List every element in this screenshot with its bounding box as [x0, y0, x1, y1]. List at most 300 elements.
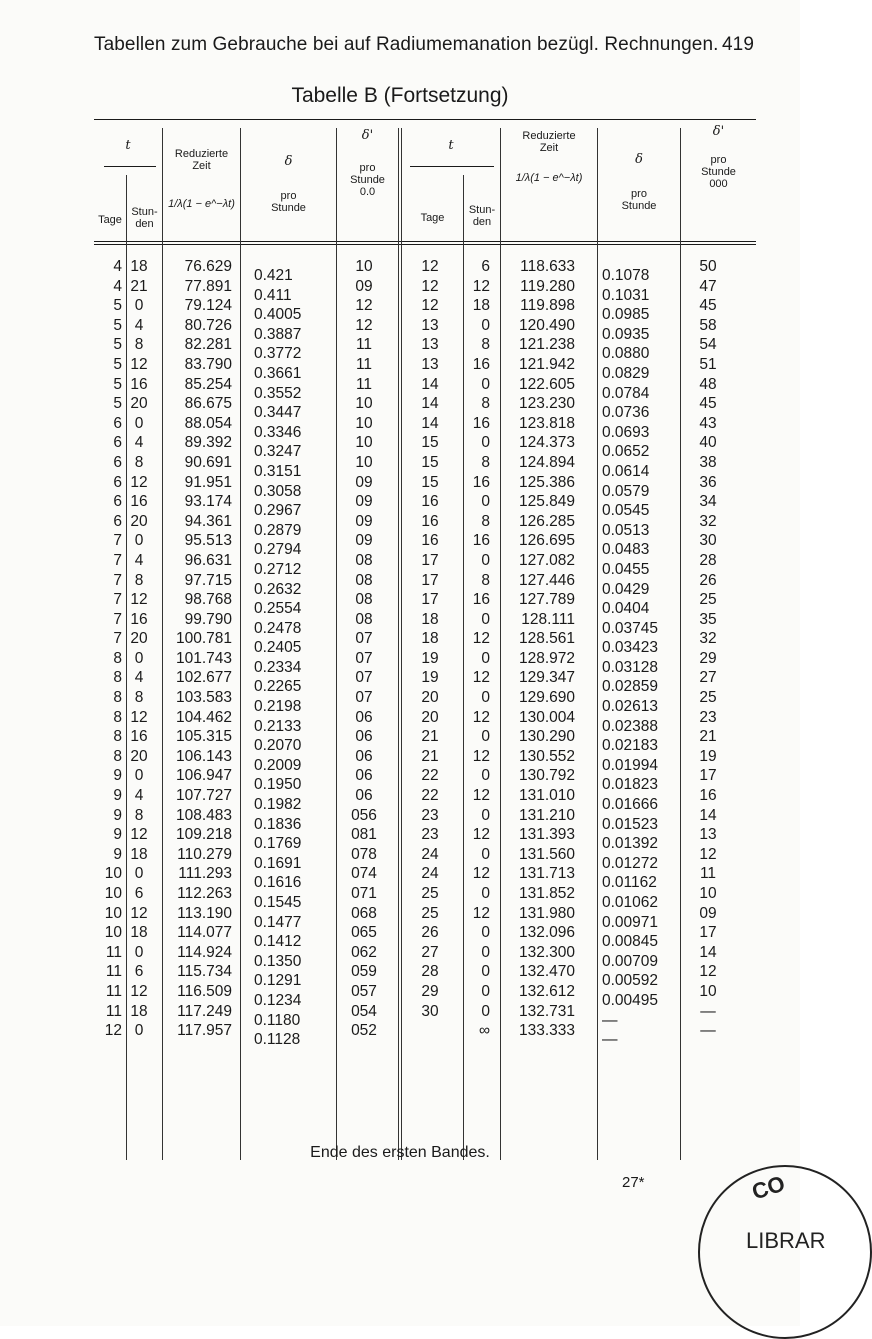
table-cell: 0.1350 [254, 952, 302, 970]
table-cell: 38 [699, 453, 717, 471]
table-cell: 10 [104, 904, 122, 922]
table-cell: 0.0829 [602, 364, 650, 382]
table-cell: 0.00709 [602, 952, 659, 970]
table-cell: — [602, 1031, 618, 1049]
table-cell: 116.509 [177, 982, 232, 1000]
table-cell: 0.0614 [602, 462, 650, 480]
table-cell: 10 [699, 982, 717, 1000]
table-cell: 07 [355, 669, 373, 687]
table-cell: 131.010 [518, 787, 575, 805]
col-right-delta-prime [690, 257, 726, 1041]
table-cell: 0.0985 [602, 306, 650, 324]
table-cell: 12 [130, 904, 148, 922]
table-cell: 17 [421, 571, 439, 589]
table-cell: 12 [699, 845, 717, 863]
table-cell: 24 [421, 865, 439, 883]
table-cell: 0.0455 [602, 560, 650, 578]
header-formula-left: 1/λ(1 − e^−λt) [168, 198, 235, 210]
header-reduzierte-right: Reduzierte Zeit [522, 130, 576, 154]
table-cell: 132.470 [518, 963, 575, 981]
col-rule [336, 128, 337, 1160]
table-cell: 21 [421, 747, 439, 765]
col-rule [463, 175, 464, 1160]
table-cell: 068 [351, 904, 377, 922]
table-cell: 90.691 [184, 453, 232, 471]
table-cell: 0.1078 [602, 267, 650, 284]
header-bottom-rule-2 [94, 244, 756, 245]
table-cell: — [700, 1002, 716, 1020]
table-cell: 12 [472, 277, 490, 295]
table-cell: 8 [113, 689, 122, 707]
table-cell: 12 [472, 708, 490, 726]
table-cell: 131.980 [518, 904, 575, 922]
table-cell: 0.01823 [602, 776, 659, 794]
table-cell: 15 [421, 473, 439, 491]
table-cell: 5 [113, 297, 122, 315]
table-cell: 0 [481, 1002, 490, 1020]
table-cell: 13 [421, 316, 439, 334]
table-cell: 11 [355, 336, 373, 354]
table-cell: 12 [355, 316, 373, 334]
table-cell: 21 [421, 728, 439, 746]
table-cell: 0 [134, 649, 144, 667]
table-cell: 129.690 [518, 689, 575, 707]
table-cell: 14 [699, 806, 717, 824]
table-cell: 16 [472, 414, 490, 432]
table-cell: 103.583 [175, 689, 232, 707]
table-cell: 131.210 [518, 806, 575, 824]
table-cell: 95.513 [184, 532, 232, 550]
table-cell: 22 [421, 787, 439, 805]
header-pro-stunde-right: pro Stunde [621, 188, 657, 212]
table-cell: 110.279 [177, 845, 232, 863]
table-cell: 16 [130, 493, 148, 511]
table-cell: 0.2967 [254, 502, 302, 520]
table-cell: 23 [421, 806, 439, 824]
table-cell: 11 [105, 982, 122, 1000]
table-cell: 0.02183 [602, 737, 659, 755]
table-cell: 5 [113, 316, 122, 334]
table-cell: 0.3447 [254, 404, 302, 422]
col-rule [240, 128, 241, 1160]
table-cell: 0.2265 [254, 678, 302, 696]
table-cell: 0.01062 [602, 894, 659, 911]
table-cell: 119.898 [520, 297, 575, 315]
table-cell: 09 [355, 473, 373, 491]
table-cell: 078 [351, 845, 377, 863]
table-cell: 114.924 [177, 943, 232, 961]
table-cell: 127.082 [518, 551, 575, 569]
table-cell: 0.2478 [254, 619, 302, 637]
table-cell: 06 [355, 708, 373, 726]
stamp-text-top: CO [748, 1170, 788, 1205]
table-cell: 11 [355, 355, 373, 373]
table-cell: 114.077 [177, 924, 232, 942]
table-cell: 17 [699, 767, 717, 785]
table-cell: 127.789 [518, 591, 575, 609]
col-right-delta [602, 266, 674, 1050]
table-cell: 27 [421, 943, 439, 961]
table-cell: 7 [113, 630, 122, 648]
table-cell: 10 [104, 865, 122, 883]
col-right-tage [410, 257, 450, 1041]
table-cell: 54 [699, 336, 717, 354]
table-cell: 16 [472, 532, 490, 550]
table-cell: 12 [421, 277, 439, 295]
table-cell: 8 [134, 806, 144, 824]
table-cell: 24 [421, 845, 439, 863]
table-cell: 124.373 [518, 434, 575, 452]
table-cell: 11 [105, 943, 122, 961]
table-cell: 4 [113, 277, 122, 295]
table-cell: 28 [421, 963, 439, 981]
table-cell: 6 [481, 258, 490, 275]
table-cell: 115.734 [177, 963, 232, 981]
table-cell: 12 [699, 963, 717, 981]
table-cell: 0.3247 [254, 443, 302, 461]
col-left-tage [96, 257, 122, 1041]
table-cell: 07 [355, 630, 373, 648]
table-cell: 11 [699, 865, 717, 883]
table-cell: 131.852 [518, 885, 575, 902]
table-cell: 0.0579 [602, 482, 650, 500]
header-pro-stunde-left: pro Stunde [271, 190, 306, 214]
table-cell: 0.02613 [602, 698, 659, 716]
header-tage-left: Tage [98, 214, 122, 226]
table-cell: 11 [355, 375, 373, 393]
table-cell: 105.315 [175, 728, 232, 746]
table-cell: 107.727 [175, 787, 232, 805]
header-delta-left: δ [284, 154, 293, 169]
table-cell: 0 [134, 414, 144, 432]
table-cell: 18 [130, 924, 148, 942]
table-cell: 8 [113, 728, 122, 746]
table-cell: 5 [113, 395, 122, 413]
table-cell: 14 [421, 414, 439, 432]
table-cell: 0 [481, 943, 490, 961]
table-cell: 9 [113, 806, 122, 824]
table-cell: 0 [134, 767, 144, 785]
table-cell: 0 [134, 943, 144, 961]
table-cell: 12 [104, 1022, 122, 1040]
table-cell: 35 [699, 610, 717, 628]
table-cell: 0.1950 [254, 776, 302, 794]
table-cell: 18 [472, 297, 490, 315]
table-cell: 131.713 [518, 865, 575, 883]
table-cell: 12 [472, 747, 490, 765]
table-cell: 8 [113, 649, 122, 667]
table-cell: 130.792 [518, 767, 575, 785]
col-right-reduziert [505, 257, 575, 1041]
header-delta-prime-right: δ' [712, 124, 725, 139]
table-cell: 13 [699, 826, 717, 844]
table-cell: 4 [134, 669, 144, 687]
table-cell: 36 [699, 473, 717, 491]
table-cell: 09 [355, 277, 373, 295]
table-cell: 126.695 [518, 532, 575, 550]
table-cell: 0.1291 [254, 972, 302, 990]
table-cell: 06 [355, 787, 373, 805]
table-cell: 20 [130, 395, 148, 413]
table-cell: 0.0784 [602, 384, 650, 402]
table-cell: 8 [481, 395, 490, 413]
table-cell: 121.942 [518, 355, 575, 373]
header-reduzierte-left: Reduzierte Zeit [174, 148, 229, 172]
table-cell: 13 [421, 336, 439, 354]
table-cell: 12 [130, 591, 148, 609]
table-cell: 20 [130, 512, 148, 530]
table-cell: 25 [699, 689, 717, 707]
table-cell: 8 [481, 336, 490, 354]
table-cell: 32 [699, 630, 717, 648]
table-cell: 29 [699, 649, 717, 667]
table-cell: 45 [699, 297, 717, 315]
table-cell: 20 [130, 630, 148, 648]
table-cell: 0.01392 [602, 835, 659, 853]
table-cell: 0.1982 [254, 796, 302, 814]
header-brace-right [410, 166, 494, 167]
table-cell: 5 [113, 355, 122, 373]
table-cell: 06 [355, 747, 373, 765]
table-cell: 20 [421, 708, 439, 726]
table-cell: 0.02388 [602, 717, 659, 735]
table-cell: 88.054 [184, 414, 232, 432]
table-cell: 059 [351, 963, 377, 981]
table-cell: 0.0736 [602, 404, 650, 422]
table-cell: 40 [699, 434, 717, 452]
table-cell: 124.894 [518, 453, 575, 471]
table-cell: 8 [134, 453, 144, 471]
table-cell: 43 [699, 414, 717, 432]
table-cell: 0.00845 [602, 933, 659, 951]
header-stunden-left: Stun- den [131, 206, 158, 230]
table-cell: 131.393 [518, 826, 575, 844]
header-pro-stunde-00: pro Stunde 0.0 [350, 162, 385, 198]
table-cell: 106.947 [175, 767, 232, 785]
table-cell: 0.1545 [254, 894, 302, 911]
table-cell: 17 [699, 924, 717, 942]
table-cell: 94.361 [184, 512, 232, 530]
table-cell: 122.605 [518, 375, 575, 393]
table-cell: 12 [472, 904, 490, 922]
table-cell: 0 [134, 532, 144, 550]
table-cell: 89.392 [184, 434, 232, 452]
table-cell: 19 [421, 649, 439, 667]
table-cell: 0.00971 [602, 913, 659, 931]
table-cell: 128.561 [518, 630, 575, 648]
table-cell: 25 [699, 591, 717, 609]
table-cell: 12 [130, 355, 148, 373]
table-cell: 09 [355, 532, 373, 550]
table-cell: 9 [113, 845, 122, 863]
table-cell: 8 [113, 747, 122, 765]
table-cell: 98.768 [184, 591, 232, 609]
table-cell: 0.0652 [602, 443, 650, 461]
table-cell: 16 [421, 512, 439, 530]
table-cell: 0.421 [254, 267, 293, 284]
table-cell: 12 [130, 982, 148, 1000]
table-cell: 0.3887 [254, 325, 302, 343]
table-cell: 9 [113, 787, 122, 805]
table-cell: 10 [355, 453, 373, 471]
table-cell: 0.02859 [602, 678, 659, 696]
table-cell: 121.238 [518, 336, 575, 354]
table-cell: 27 [699, 669, 717, 687]
col-rule [500, 128, 501, 1160]
table-cell: 0 [481, 434, 490, 452]
table-cell: 054 [351, 1002, 377, 1020]
table-cell: 0 [481, 982, 490, 1000]
table-cell: 128.111 [521, 610, 575, 628]
table-cell: 16 [421, 493, 439, 511]
table-cell: 5 [113, 336, 122, 354]
table-cell: 77.891 [184, 277, 232, 295]
table-cell: 7 [113, 532, 122, 550]
table-cell: 0.0880 [602, 345, 650, 363]
table-cell: 0 [481, 924, 490, 942]
table-cell: 34 [699, 493, 717, 511]
col-left-delta-prime [346, 257, 382, 1041]
table-cell: 128.972 [518, 649, 575, 667]
col-rule [398, 128, 399, 1160]
table-cell: 4 [134, 316, 144, 334]
table-cell: — [700, 1022, 716, 1040]
table-cell: 127.446 [518, 571, 575, 589]
table-cell: 0.4005 [254, 306, 302, 324]
table-cell: 85.254 [184, 375, 232, 393]
table-cell: 7 [113, 571, 122, 589]
page-number: 419 [721, 34, 754, 55]
table-cell: 50 [699, 258, 717, 275]
table-cell: 0.1477 [254, 913, 302, 931]
table-cell: 0.03423 [602, 639, 659, 657]
col-rule [597, 128, 598, 1160]
table-cell: 10 [355, 258, 373, 275]
table-cell: 08 [355, 551, 373, 569]
table-cell: 130.290 [518, 728, 575, 746]
table-cell: 26 [421, 924, 439, 942]
running-head [94, 34, 754, 56]
running-head-text: Tabellen zum Gebrauche bei auf Radiumemanation bezügl. Rechnungen. [94, 34, 719, 55]
table-cell: 08 [355, 591, 373, 609]
table-cell: 32 [699, 512, 717, 530]
table-cell: 18 [130, 258, 148, 275]
table-cell: 28 [699, 551, 717, 569]
table-cell: 25 [421, 904, 439, 922]
table-cell: 0 [481, 493, 490, 511]
table-cell: 117.957 [177, 1022, 232, 1040]
header-stunden-right: Stun- den [468, 204, 496, 228]
table-cell: 126.285 [518, 512, 575, 530]
table-cell: 12 [472, 787, 490, 805]
table-cell: 16 [130, 375, 148, 393]
table-cell: 20 [421, 689, 439, 707]
table-cell: 065 [351, 924, 377, 942]
table-cell: 83.790 [184, 355, 232, 373]
end-of-volume-note: Ende des ersten Bandes. [310, 1144, 490, 1161]
table-cell: 99.790 [184, 610, 232, 628]
table-cell: 11 [105, 1002, 122, 1020]
table-cell: 130.004 [518, 708, 575, 726]
table-cell: 0 [481, 316, 490, 334]
table-cell: 18 [130, 845, 148, 863]
table-cell: 0.01994 [602, 756, 659, 774]
table-cell: 13 [421, 355, 439, 373]
table-cell: 133.333 [518, 1022, 575, 1040]
table-cell: 08 [355, 571, 373, 589]
table-cell: 16 [472, 473, 490, 491]
table-cell: 0.03745 [602, 619, 659, 637]
table-cell: 06 [355, 767, 373, 785]
table-cell: 12 [130, 473, 148, 491]
table-cell: 21 [699, 728, 717, 746]
table-cell: 11 [105, 963, 122, 981]
table-cell: 0.01666 [602, 796, 659, 814]
table-cell: 23 [699, 708, 717, 726]
table-cell: 129.347 [518, 669, 575, 687]
table-cell: 0.3058 [254, 482, 302, 500]
table-cell: 0.1031 [602, 286, 650, 304]
table-cell: 82.281 [184, 336, 232, 354]
table-cell: 120.490 [518, 316, 575, 334]
table-cell: 0.0483 [602, 541, 650, 559]
table-cell: 0 [481, 689, 490, 707]
table-cell: 19 [699, 747, 717, 765]
table-cell: 0.2070 [254, 737, 302, 755]
table-cell: 6 [113, 453, 122, 471]
table-cell: 132.612 [518, 982, 575, 1000]
table-cell: 0 [134, 865, 144, 883]
table-cell: 0 [481, 806, 490, 824]
table-cell: 12 [472, 865, 490, 883]
table-cell: 23 [421, 826, 439, 844]
table-cell: 052 [351, 1022, 377, 1040]
table-cell: 12 [421, 297, 439, 315]
table-cell: 6 [134, 885, 144, 902]
table-cell: 125.386 [518, 473, 575, 491]
table-cell: 06 [355, 728, 373, 746]
table-cell: 76.629 [184, 258, 232, 275]
table-cell: 6 [113, 434, 122, 452]
table-cell: 4 [134, 551, 144, 569]
table-cell: 0.01523 [602, 815, 659, 833]
table-cell: 8 [481, 512, 490, 530]
table-cell: 16 [472, 355, 490, 373]
header-t-right: t [448, 138, 454, 153]
table-cell: 125.849 [518, 493, 575, 511]
table-cell: 12 [130, 826, 148, 844]
table-cell: 91.951 [184, 473, 232, 491]
table-cell: 0.411 [254, 286, 292, 304]
table-cell: 16 [130, 728, 148, 746]
table-cell: 0.3552 [254, 384, 302, 402]
table-cell: 106.143 [175, 747, 232, 765]
table-cell: 18 [421, 610, 439, 628]
table-cell: 0 [481, 885, 490, 902]
table-cell: — [602, 1011, 618, 1029]
table-cell: 0.01162 [602, 874, 657, 892]
table-cell: 0.3661 [254, 364, 302, 382]
table-cell: 0.3151 [254, 462, 302, 480]
table-cell: 10 [355, 414, 373, 432]
table-cell: 10 [355, 434, 373, 452]
table-cell: 09 [355, 512, 373, 530]
table-cell: 8 [113, 708, 122, 726]
table-cell: 119.280 [520, 277, 575, 295]
table-cell: 081 [351, 826, 377, 844]
table-cell: 071 [351, 885, 377, 902]
table-cell: 117.249 [177, 1002, 232, 1020]
